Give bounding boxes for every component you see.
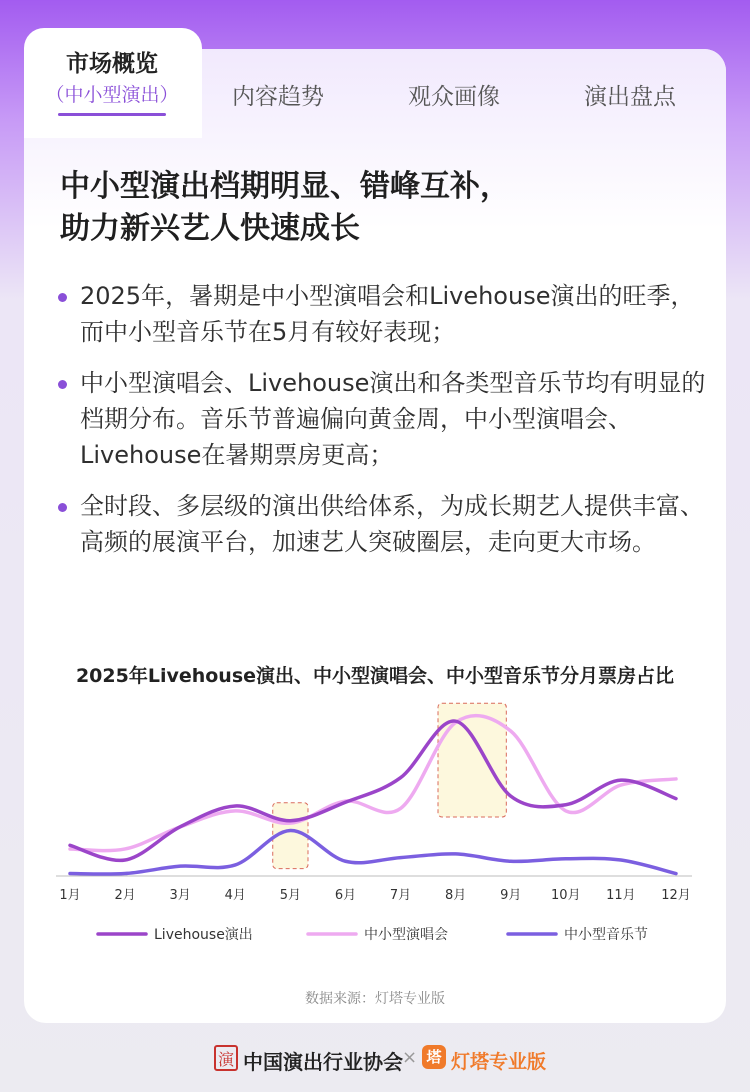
series-line-2 — [70, 716, 676, 851]
x-tick-label: 3月 — [169, 888, 191, 903]
x-tick-label: 6月 — [334, 888, 357, 903]
x-tick-label: 10月 — [551, 888, 581, 903]
cross-separator: × — [402, 1047, 418, 1068]
x-tick-label: 11月 — [606, 888, 636, 903]
tab-market-overview-label[interactable]: 市场概览 — [66, 51, 158, 77]
legend-label-3: 中小型音乐节 — [564, 927, 648, 943]
x-tick-label: 1月 — [59, 888, 81, 903]
x-tick-label: 9月 — [500, 888, 522, 903]
x-tick-label: 5月 — [279, 888, 302, 903]
tab-market-overview-sub: （中小型演出） — [45, 84, 179, 106]
page-title-line-1: 中小型演出档期明显、错峰互补， — [60, 169, 510, 204]
tab-audience-profile[interactable]: 观众画像 — [408, 84, 500, 110]
association-seal-logo: 演 — [214, 1045, 238, 1071]
association-name: 中国演出行业协会 — [243, 1050, 403, 1074]
series-line-3 — [70, 831, 676, 875]
x-tick-label: 2月 — [114, 888, 136, 903]
active-tab-indicator — [58, 113, 166, 116]
x-tick-label: 4月 — [224, 888, 246, 903]
chart-title: 2025年Livehouse演出、中小型演唱会、中小型音乐节分月票房占比 — [75, 665, 675, 687]
x-tick-label: 7月 — [389, 888, 412, 903]
bullet-item-2: 中小型演唱会、Livehouse演出和各类型音乐节均有明显的档期分布。音乐节普遍偏向黄金周，中小型演唱会、Livehouse在暑期票房更高； — [56, 365, 706, 473]
page-title-line-2: 助力新兴艺人快速成长 — [60, 211, 360, 246]
legend-label-2: 中小型演唱会 — [364, 927, 448, 943]
bullet-item-1: 2025年，暑期是中小型演唱会和Livehouse演出的旺季，而中小型音乐节在5月有较好表现； — [56, 278, 706, 350]
page-title — [60, 166, 700, 250]
tab-show-review[interactable]: 演出盘点 — [584, 84, 676, 110]
legend-label-1: Livehouse演出 — [154, 927, 253, 943]
line-chart — [0, 690, 750, 960]
x-tick-label: 12月 — [661, 888, 691, 903]
tab-content-trends[interactable]: 内容趋势 — [232, 84, 324, 110]
x-tick-label: 8月 — [444, 888, 467, 903]
series-line-1 — [70, 721, 676, 860]
bullet-item-3: 全时段、多层级的演出供给体系，为成长期艺人提供丰富、高频的展演平台，加速艺人突破圈层，走向更大市场。 — [56, 488, 706, 560]
data-source: 数据来源：灯塔专业版 — [305, 991, 445, 1007]
dengta-brand-name: 灯塔专业版 — [451, 1051, 547, 1073]
bullet-list — [56, 278, 706, 575]
dengta-logo-icon: 塔 — [422, 1045, 446, 1069]
